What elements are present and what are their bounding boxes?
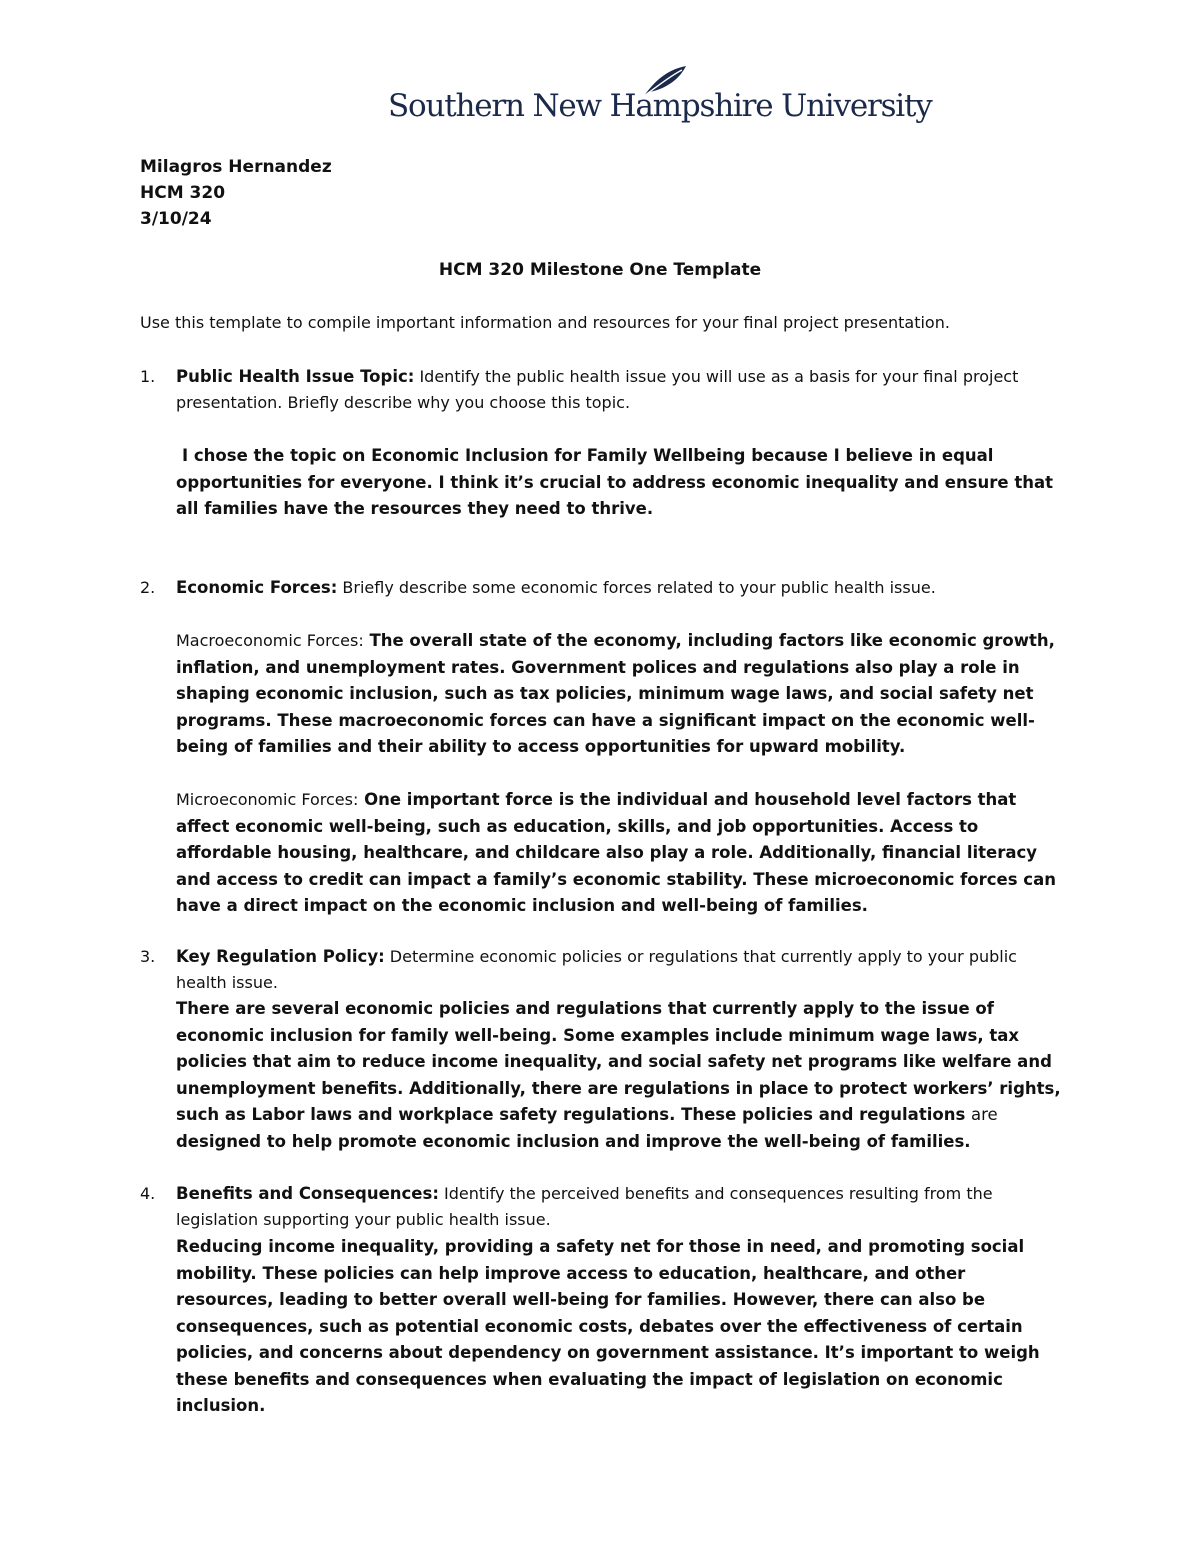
student-info xyxy=(140,154,332,232)
item-number: 3. xyxy=(140,947,156,966)
answer-text: There are several economic policies and regulations that currently apply to the issue of economic inclusion for family well-being. Some examples include minimum wage laws, tax policies that aim to reduce income inequality, and social safety net programs like welfare and unemployment benefits. Additionally, there are regulations in place to protect workers’ rights, such as Labor laws and workplace safety regulations. These policies and regulations xyxy=(176,999,1061,1124)
item-prompt xyxy=(176,364,1066,417)
document-title: HCM 320 Milestone One Template xyxy=(438,260,762,280)
answer-text: are xyxy=(971,1105,998,1124)
item-number: 2. xyxy=(140,578,156,597)
item-answer: Reducing income inequality, providing a safety net for those in need, and promoting social mobility. These policies can help improve access to education, healthcare, and other resources, leading to better overall well-being for families. However, there can also be consequences, such as potential economic costs, debates over the effectiveness of certain policies, and concerns about dependency on government assistance. It’s important to weigh these benefits and consequences when evaluating the impact of legislation on economic inclusion. xyxy=(176,1237,1040,1415)
micro-label: Microeconomic Forces: xyxy=(176,790,359,809)
student-name: Milagros Hernandez xyxy=(140,157,332,177)
course-code: HCM 320 xyxy=(140,183,226,203)
item-label: Public Health Issue Topic: xyxy=(176,367,415,386)
item-number: 1. xyxy=(140,367,156,386)
item-prompt xyxy=(176,575,1066,601)
item-label: Key Regulation Policy: xyxy=(176,947,385,966)
microeconomic-forces xyxy=(176,787,1066,920)
item-answer: I chose the topic on Economic Inclusion for Family Wellbeing because I believe in equal opportunities for everyone. I think it’s crucial to address economic inequality and ensure that all families have the resources they need to thrive. xyxy=(176,446,1053,518)
macroeconomic-forces xyxy=(176,628,1066,761)
university-logo xyxy=(388,64,932,136)
logo-text: Southern New Hampshire University xyxy=(388,88,932,124)
item-description: Identify the perceived benefits and consequences resulting from the legislation supporting your public health issue. xyxy=(176,1184,993,1230)
item-prompt xyxy=(176,1181,1066,1234)
answer-text: designed to help promote economic inclusion and improve the well-being of families. xyxy=(176,1131,971,1151)
item-prompt xyxy=(176,944,1066,997)
submission-date: 3/10/24 xyxy=(140,209,212,229)
item-number: 4. xyxy=(140,1184,156,1203)
item-description: Identify the public health issue you will use as a basis for your final project presentation. Briefly describe why you choose this topic. xyxy=(176,367,1019,413)
item-answer xyxy=(176,996,1066,1155)
item-description: Briefly describe some economic forces related to your public health issue. xyxy=(337,578,936,597)
item-label: Economic Forces: xyxy=(176,578,338,597)
macro-label: Macroeconomic Forces: xyxy=(176,631,364,650)
item-description: Determine economic policies or regulations that currently apply to your public health issue. xyxy=(176,947,1017,993)
micro-text: One important force is the individual and household level factors that affect economic well-being, such as education, skills, and job opportunities. Access to affordable housing, healthcare, and childcare also play a role. Additionally, financial literacy and access to credit can impact a family’s economic stability. These microeconomic forces can have a direct impact on the economic inclusion and well-being of families. xyxy=(176,790,1056,915)
macro-text: The overall state of the economy, including factors like economic growth, inflation, and unemployment rates. Government polices and regulations also play a role in shaping economic inclusion, such as tax policies, minimum wage laws, and social safety net programs. These macroeconomic forces can have a significant impact on the economic well-being of families and their ability to access opportunities for upward mobility. xyxy=(176,631,1055,756)
intro-text: Use this template to compile important information and resources for your final project presentation. xyxy=(140,313,950,332)
item-label: Benefits and Consequences: xyxy=(176,1184,439,1203)
